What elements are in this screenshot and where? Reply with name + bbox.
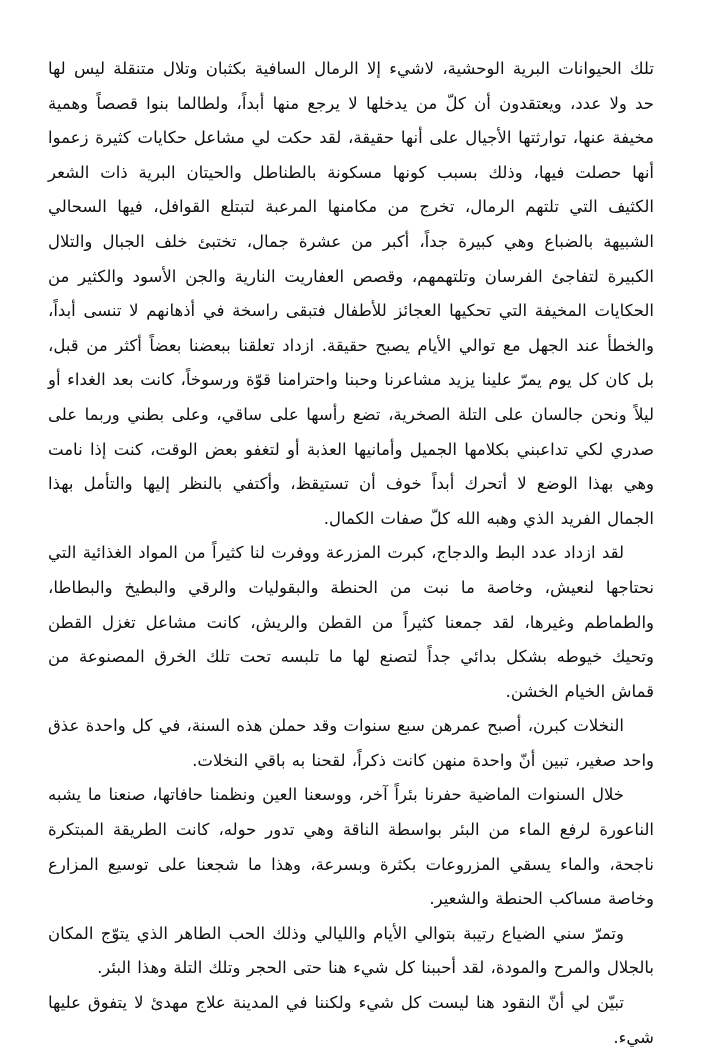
paragraph-1: تلك الحيوانات البرية الوحشية، لاشيء إلا الرمال السافية بكثبان وتلال متنقلة ليس لها حد ولا عدد، ويعتقدون أن كلّ من يدخلها لا يرجع منها أبداً، ولطالما بنوا قصصاً وهمية مخيفة عنها، توارثتها الأجيال على أنها حقيقة، لقد حكت لي مشاعل حكايات كثيرة زعموا أنها حصلت فيها، وذلك بسبب كونها مسكونة بالطناطل والحيتان البرية ذات الشعر الكثيف التي تلتهم الرمال، تخرج من مكامنها المرعبة لتبتلع القوافل، فيها السحالي الشبيهة بالضباع وهي كبيرة جداً، أكبر من عشرة جمال، تختبئ خلف الجبال والتلال الكبيرة لتفاجئ الفرسان وتلتهمهم، وقصص العفاريت النارية والجن الأسود والكثير من الحكايات المخيفة التي تحكيها العجائز للأطفال فتبقى راسخة في أذهانهم لا تنسى أبداً، والخطأ عند الجهل مع توالي الأيام يصبح حقيقة. ازداد تعلقنا ببعضنا بعضاً أكثر من قبل، بل كان كل يوم يمرّ علينا يزيد مشاعرنا وحبنا واحترامنا قوّة ورسوخاً، كانت بعد الغداء أو ليلاً ونحن جالسان على التلة الصخرية، تضع رأسها على ساقي، وعلى بطني وربما على صدري لكي تداعبني بكلامها الجميل وأمانيها العذبة أو لتغفو بعض الوقت، كنت إذا نامت وهي بهذا الوضع لا أتحرك أبداً خوف أن تستيقظ، وأكتفي بالنظر إليها والتأمل بهذا الجمال الفريد الذي وهبه الله كلّ صفات الكمال.	[48, 59, 654, 528]
paragraph-5: وتمرّ سني الضياع رتيبة بتوالي الأيام والليالي وذلك الحب الطاهر الذي يتوّج المكان بالجلال والمرح والمودة، لقد أحببنا كل شيء هنا حتى الحجر وتلك التلة وهذا البئر.	[48, 923, 654, 978]
paragraph-3: النخلات كبرن، أصبح عمرهن سبع سنوات وقد حملن هذه السنة، في كل واحدة عذق واحد صغير، تبين أنّ واحدة منهن كانت ذكراً، لقحنا به باقي النخلات.	[48, 716, 654, 770]
paragraph-4: خلال السنوات الماضية حفرنا بئراً آخر، ووسعنا العين ونظمنا حافاتها، صنعنا ما يشبه الناعورة لرفع الماء من البئر بواسطة الناقة وهي تدور حوله، كانت الطريقة المبتكرة ناجحة، والماء يسقي المزروعات بكثرة وبسرعة، وهذا ما شجعنا على توسيع المزارع وخاصة مساكب الحنطة والشعير.	[48, 785, 654, 909]
document-page	[48, 52, 654, 1055]
paragraph-2: لقد ازداد عدد البط والدجاج، كبرت المزرعة ووفرت لنا كثيراً من المواد الغذائية التي نحتاجها لنعيش، وخاصة ما نبت من الحنطة والبقوليات والرقي والبطيخ والبطاطا، والطماطم وغيرها، لقد جمعنا كثيراً من القطن والريش، كانت مشاعل تغزل القطن وتحيك خيوطه بشكل بدائي جداً لتصنع لها ما تلبسه تحت تلك الخرق المصنوعة من قماش الخيام الخشن.	[48, 543, 654, 701]
paragraph-6: تبيّن لي أنّ النقود هنا ليست كل شيء ولكننا في المدينة علاج مهدئ لا يتفوق عليها شيء.	[48, 993, 654, 1047]
